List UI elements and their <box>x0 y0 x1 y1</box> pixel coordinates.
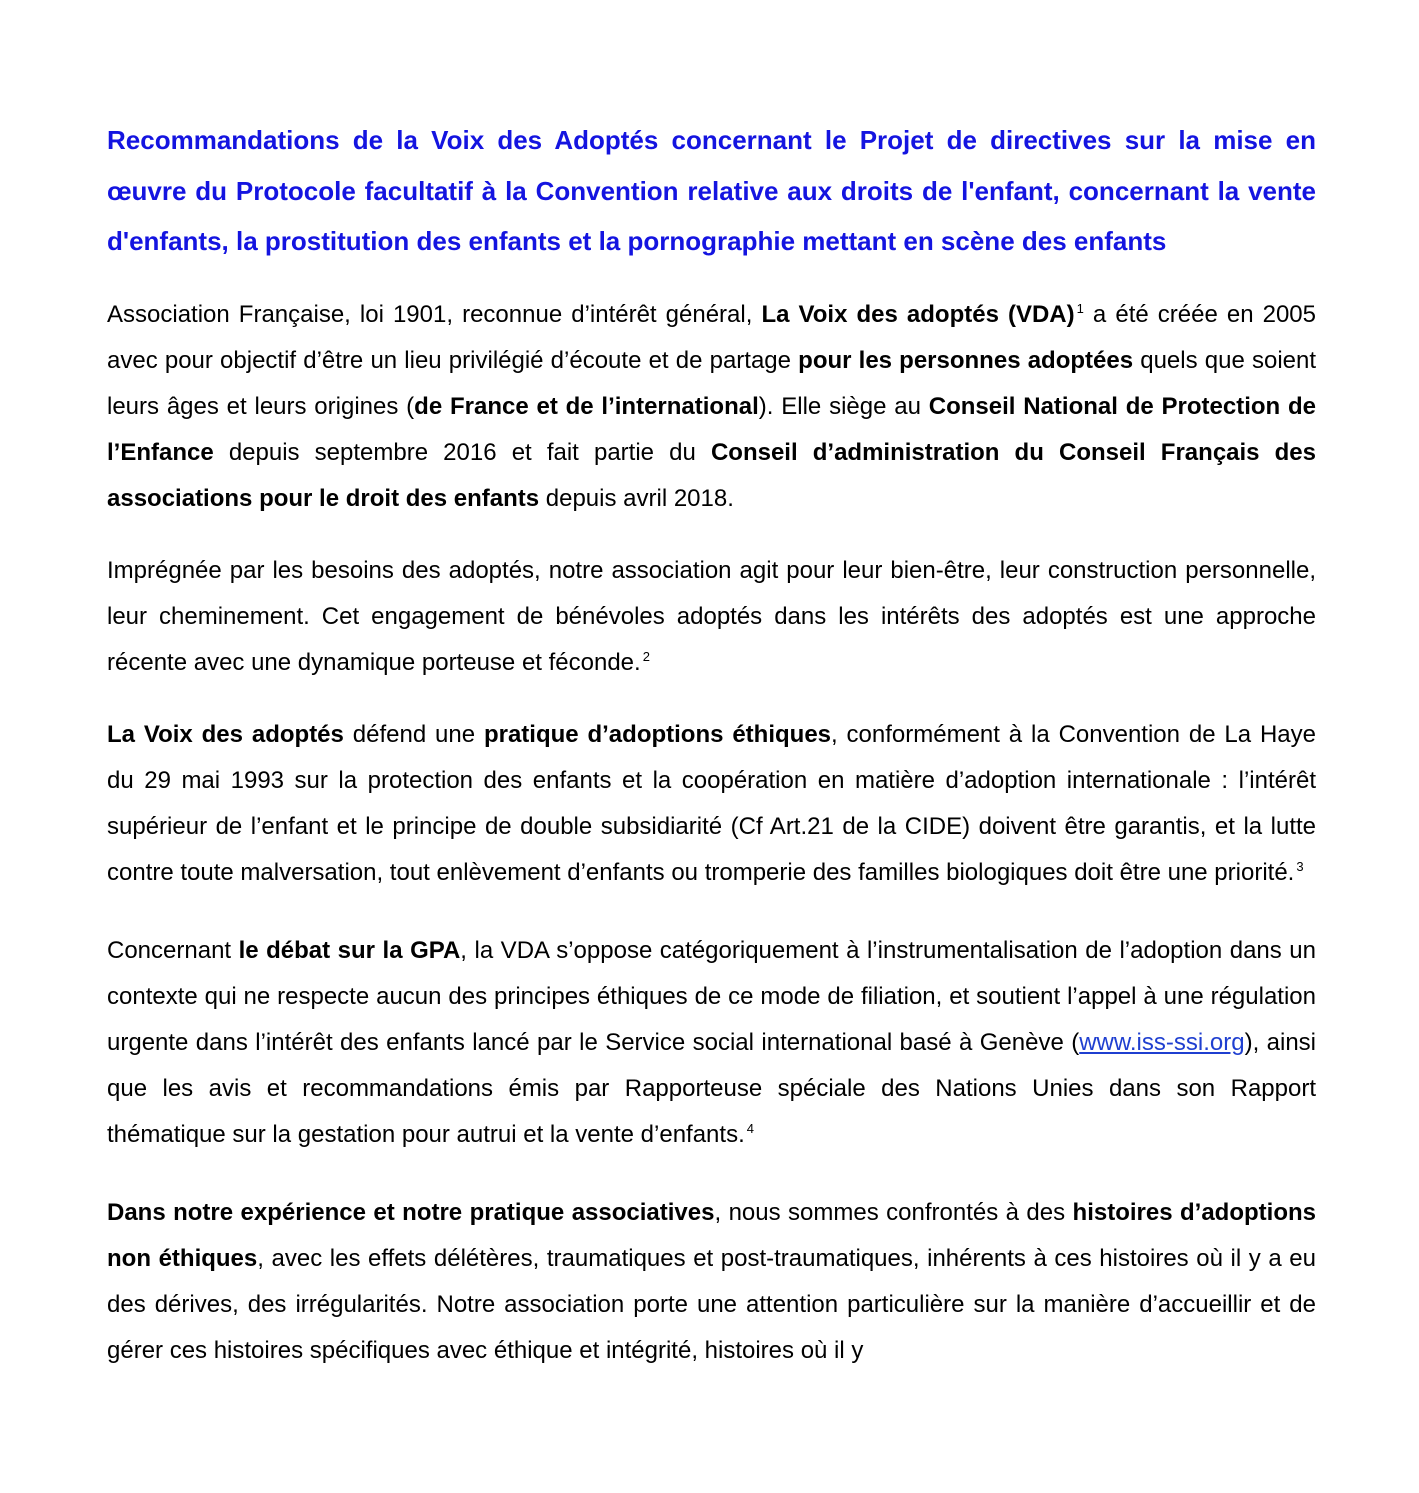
bold-segment: La Voix des adoptés <box>107 720 344 748</box>
paragraph-ethics <box>107 712 1316 896</box>
bold-segment: Conseil d’administration du Conseil Français des associations pour le droit des enfants <box>107 438 1317 512</box>
text-segment: Concernant <box>107 936 239 964</box>
bold-segment: Conseil National de Protection de l’Enfance <box>107 392 1317 466</box>
text-segment: Association Française, loi 1901, reconnue d’intérêt général, <box>107 300 762 328</box>
text-segment: ). Elle siège au <box>758 392 929 420</box>
bold-segment: le débat sur la GPA <box>238 936 461 964</box>
text-segment: défend une <box>343 720 484 748</box>
text-segment: , la VDA s’oppose catégoriquement à l’instrumentalisation de l’adoption dans un contexte qui ne respecte aucun des principes éthiques de ce mode de filiation, et soutient l’appel à une régulation urgente dans l’intérêt des enfants lancé par le Service social international basé à Genève ( <box>107 936 1316 1056</box>
footnote-ref-4[interactable]: 4 <box>746 1120 754 1136</box>
footnote-ref-3[interactable]: 3 <box>1296 858 1304 874</box>
document-title: Recommandations de la Voix des Adoptés concernant le Projet de directives sur la mise en œuvre du Protocole facultatif à la Convention relative aux droits de l'enfant, concernant la vente d'enfants, la prostitution des enfants et la pornographie mettant en scène des enfants <box>107 125 1316 256</box>
bold-segment: pour les personnes adoptées <box>798 346 1134 374</box>
text-segment: ), ainsi que les avis et recommandations émis par Rapporteuse spéciale des Nations Unies dans son Rapport thématique sur la gestation pour autrui et la vente d’enfants. <box>107 1028 1317 1148</box>
text-segment: , nous sommes confrontés à des <box>714 1198 1073 1226</box>
text-segment: a été créée en 2005 avec pour objectif d’être un lieu privilégié d’écoute et de partage <box>107 300 1317 374</box>
text-segment: Imprégnée par les besoins des adoptés, notre association agit pour leur bien-être, leur construction personnelle, leur cheminement. Cet engagement de bénévoles adoptés dans les intérêts des adoptés est une approche récente avec une dynamique porteuse et féconde. <box>107 556 1316 676</box>
text-segment: , avec les effets délétères, traumatiques et post-traumatiques, inhérents à ces histoires où il y a eu des dérives, des irrégularités. Notre association porte une attention particulière sur la manière d’accueillir et de gérer ces histoires spécifiques avec éthique et intégrité, histoires où il y <box>107 1244 1316 1364</box>
footnote-ref-2[interactable]: 2 <box>642 648 650 664</box>
bold-segment: La Voix des adoptés (VDA) <box>761 300 1075 328</box>
iss-ssi-link[interactable]: www.iss-ssi.org <box>1079 1028 1245 1056</box>
paragraph-experience <box>107 1190 1316 1374</box>
bold-segment: Dans notre expérience et notre pratique associatives <box>107 1198 715 1226</box>
bold-segment: histoires d’adoptions non éthiques <box>107 1198 1316 1272</box>
document-page <box>107 115 1316 1374</box>
footnote-ref-1[interactable]: 1 <box>1076 300 1084 316</box>
text-segment: , conformément à la Convention de La Haye du 29 mai 1993 sur la protection des enfants et la coopération en matière d’adoption internationale : l’intérêt supérieur de l’enfant et le principe de double subsidiarité (Cf Art.21 de la CIDE) doivent être garantis, et la lutte contre toute malversation, tout enlèvement d’enfants ou tromperie des familles biologiques doit être une priorité. <box>107 720 1316 886</box>
bold-segment: de France et de l’international <box>414 392 759 420</box>
text-segment: depuis avril 2018. <box>539 484 734 512</box>
text-segment: depuis septembre 2016 et fait partie du <box>213 438 711 466</box>
bold-segment: pratique d’adoptions éthiques <box>483 720 832 748</box>
text-segment: quels que soient leurs âges et leurs origines ( <box>107 346 1317 420</box>
paragraph-gpa <box>107 928 1316 1158</box>
paragraph-engagement <box>107 548 1316 686</box>
paragraph-association <box>107 292 1316 522</box>
